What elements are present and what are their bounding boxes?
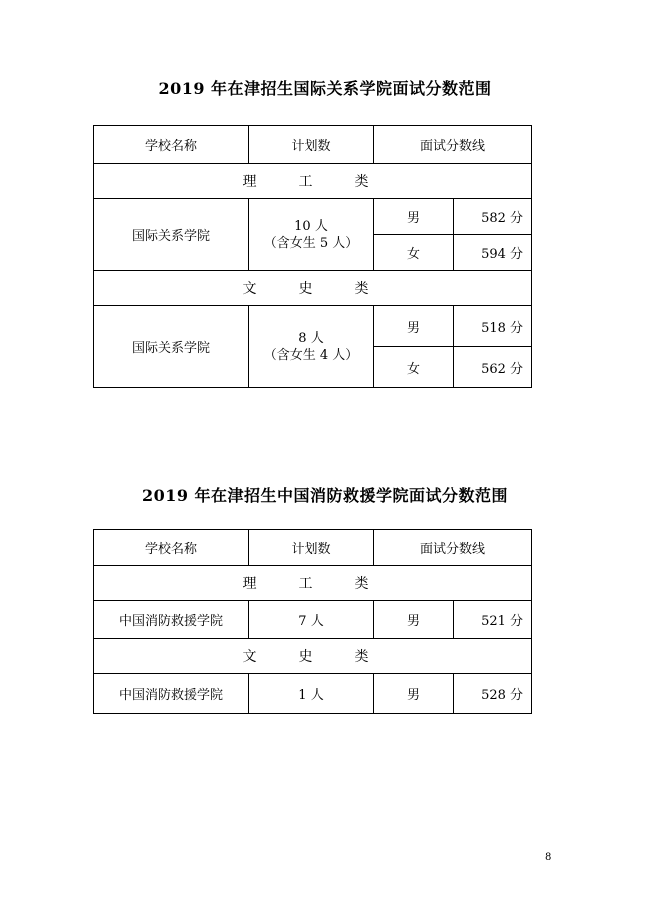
- plan-value: 10 人: [294, 218, 328, 234]
- gender: 男: [374, 199, 454, 235]
- score: 528 分: [454, 674, 532, 714]
- category-row: [94, 639, 532, 674]
- table1-title: 2019 年在津招生国际关系学院面试分数范围: [158, 79, 492, 98]
- header-school: 学校名称: [94, 530, 249, 566]
- gender: 女: [374, 347, 454, 388]
- category-label: 文 史 类: [94, 271, 532, 306]
- gender: 女: [374, 235, 454, 271]
- school-name: 国际关系学院: [94, 199, 249, 271]
- score: 562 分: [454, 347, 532, 388]
- score: 518 分: [454, 306, 532, 347]
- plan-count: [249, 199, 374, 271]
- gender: 男: [374, 306, 454, 347]
- header-plan: 计划数: [249, 530, 374, 566]
- category-label: 理 工 类: [94, 164, 532, 199]
- table2-title: 2019 年在津招生中国消防救援学院面试分数范围: [141, 486, 509, 505]
- table1-header-row: [94, 126, 532, 164]
- plan-count: [249, 306, 374, 388]
- table2: [93, 529, 532, 714]
- header-score: 面试分数线: [374, 126, 532, 164]
- gender: 男: [374, 601, 454, 639]
- header-plan: 计划数: [249, 126, 374, 164]
- category-row: [94, 271, 532, 306]
- table-row: [94, 199, 532, 235]
- score: 594 分: [454, 235, 532, 271]
- header-score: 面试分数线: [374, 530, 532, 566]
- score: 582 分: [454, 199, 532, 235]
- table-row: [94, 601, 532, 639]
- table-row: [94, 674, 532, 714]
- gender: 男: [374, 674, 454, 714]
- plan-count: 1 人: [249, 674, 374, 714]
- category-label: 理 工 类: [94, 566, 532, 601]
- table2-header-row: [94, 530, 532, 566]
- school-name: 中国消防救援学院: [94, 674, 249, 714]
- category-row: [94, 164, 532, 199]
- score: 521 分: [454, 601, 532, 639]
- header-school: 学校名称: [94, 126, 249, 164]
- page-number: 8: [545, 852, 552, 863]
- school-name: 国际关系学院: [94, 306, 249, 388]
- table1: [93, 125, 532, 388]
- plan-count: 7 人: [249, 601, 374, 639]
- plan-value: 8 人: [298, 330, 324, 346]
- plan-note: （含女生 4 人）: [263, 347, 359, 363]
- plan-note: （含女生 5 人）: [263, 235, 359, 251]
- school-name: 中国消防救援学院: [94, 601, 249, 639]
- category-label: 文 史 类: [94, 639, 532, 674]
- category-row: [94, 566, 532, 601]
- table-row: [94, 306, 532, 347]
